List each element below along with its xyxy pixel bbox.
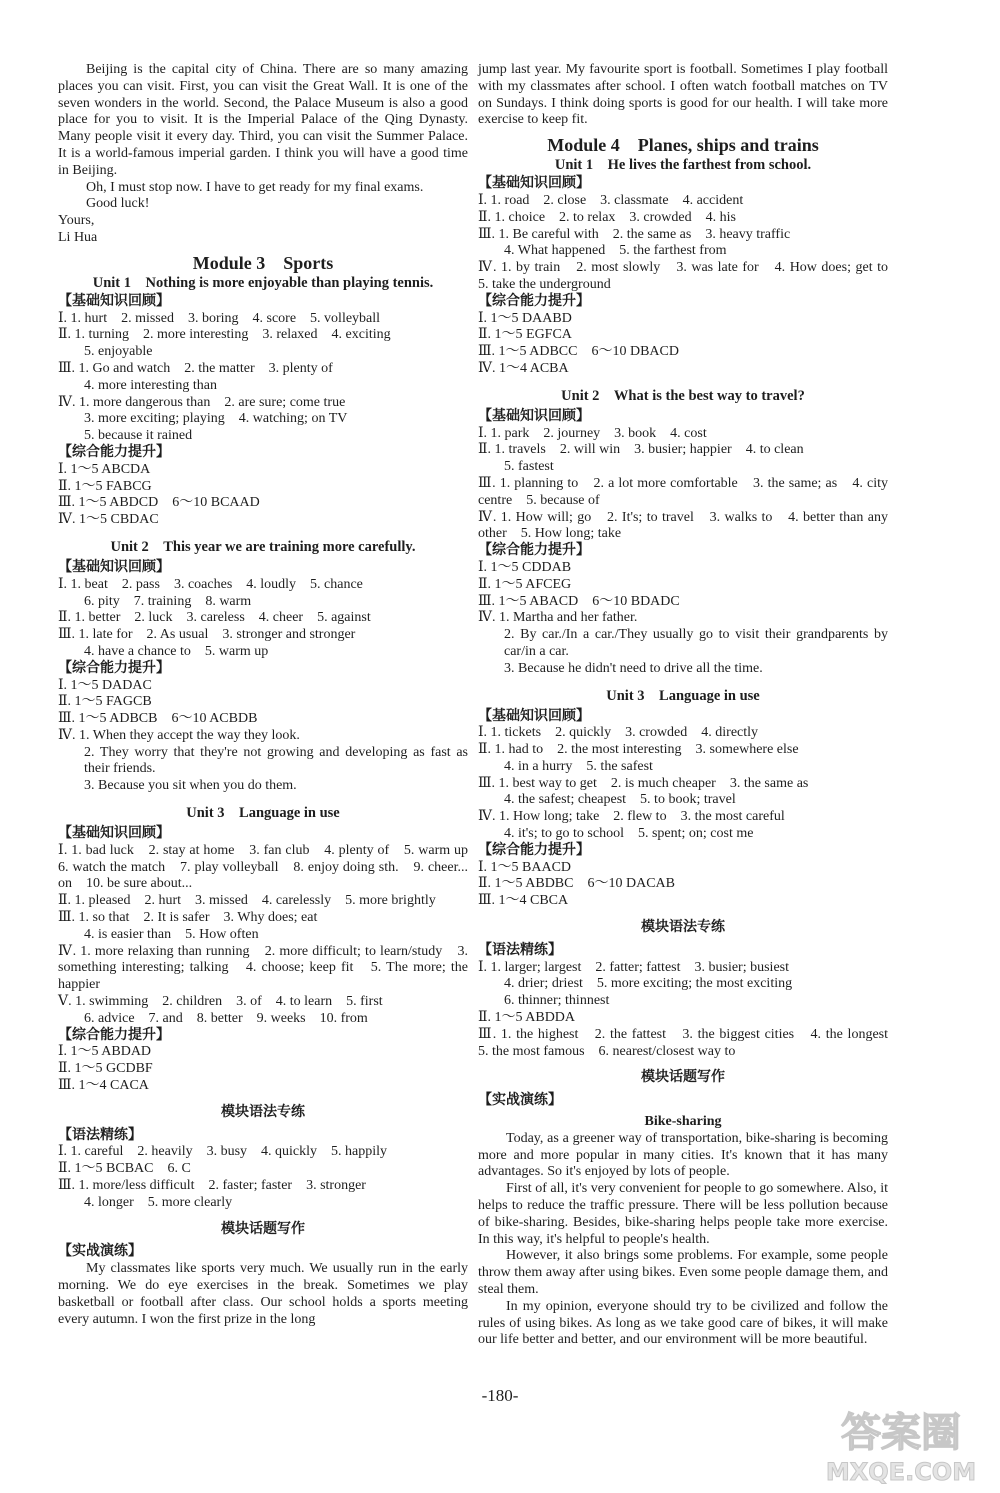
module-3-title: Module 3 Sports — [192, 252, 334, 273]
answer-line: Ⅳ. 1. more dangerous than 2. are sure; come true — [58, 394, 346, 410]
answer-line: 4. the safest; cheapest 5. to book; travel — [504, 792, 736, 808]
answer-line: Ⅰ. 1～5 ABDAD — [58, 1044, 152, 1060]
answer-line: 5. enjoyable — [84, 344, 153, 360]
answer-line: 5. fastest — [504, 459, 554, 475]
unit-title: Unit 2 What is the best way to travel? — [561, 387, 805, 404]
letter-paragraph: Beijing is the capital city of China. There are so many amazing places you can visit. First, you can visit the Great Wall. It is one of the seven wonders in the world. Second, the Palace Museum is also a good place for you to visit. It is the Imperial Palace of the Qing Dynasty. Many people visit it every day. Third, you can visit the Summer Palace. It is a world-famous imperial garden. I think you will have a good time in Beijing. — [58, 62, 468, 178]
answer-line: Ⅰ. 1. beat 2. pass 3. coaches 4. loudly 5. chance — [58, 576, 363, 592]
answer-line: Ⅳ. 1. more relaxing than running 2. more difficult; to learn/study 3. something interesting; talking 4. choose; keep fit 5. The more; the happier — [58, 943, 468, 993]
essay-continuation: jump last year. My favourite sport is football. Sometimes I play football with my classmates after school. I often watch football matches on TV on Sundays. I think doing sports is good for our health. I will take more exercise to keep fit. — [478, 62, 888, 128]
essay-paragraph: First of all, it's very convenient for people to go somewhere. Also, it helps to reduce the traffic pressure. There will be less pollution because of bike-sharing. Besides, bike-sharing helps people take more exercise. In this way, it's helpful to people's health. — [478, 1181, 888, 1247]
answer-line: Ⅳ. 1～4 ACBA — [478, 360, 569, 376]
answer-line: 4. What happened 5. the farthest from — [504, 243, 727, 259]
answer-line: Ⅰ. 1. road 2. close 3. classmate 4. accident — [478, 192, 744, 208]
answer-line: Ⅴ. 1. swimming 2. children 3. of 4. to learn 5. first — [58, 994, 383, 1010]
section-heading: 【基础知识回顾】 — [478, 408, 590, 424]
answer-line: Ⅱ. 1～5 BCBAC 6. C — [58, 1161, 191, 1177]
answer-line: 4. in a hurry 5. the safest — [504, 758, 653, 774]
grammar-practice-title: 模块语法专练 — [641, 920, 725, 936]
answer-line: 4. drier; driest 5. more exciting; the most exciting — [504, 976, 793, 992]
answer-line: 5. because it rained — [84, 428, 193, 444]
answer-line: 6. pity 7. training 8. warm — [84, 593, 252, 609]
answer-line: Ⅳ. 1. Martha and her father. — [478, 610, 638, 626]
essay-paragraph: My classmates like sports very much. We usually run in the early morning. We do eye exercises in the break. Sometimes we play basketball or football after class. Our school holds a sports meeting every autumn. I won the first prize in the long — [58, 1261, 468, 1327]
answer-line: 3. Because you sit when you do them. — [84, 778, 297, 794]
answer-line: Ⅲ. 1～5 ABDCD 6～10 BCAAD — [58, 495, 260, 511]
answer-line: 4. it's; to go to school 5. spent; on; cost me — [504, 826, 754, 842]
answer-line: Ⅱ. 1～5 ABDDA — [478, 1010, 576, 1026]
letter-sign-off: Yours, — [58, 213, 95, 229]
section-heading: 【语法精练】 — [478, 942, 562, 958]
answer-line: Ⅰ. 1～5 DAABD — [478, 310, 572, 326]
answer-line: 2. By car./In a car./They usually go to visit their grandparents by car/in a car. — [504, 627, 888, 659]
essay-title: Bike-sharing — [644, 1114, 722, 1130]
answer-line: Ⅲ. 1. planning to 2. a lot more comfortable 3. the same; as 4. city centre 5. because of — [478, 475, 888, 508]
answer-line: Ⅰ. 1～5 CDDAB — [478, 559, 572, 575]
section-heading: 【综合能力提升】 — [58, 660, 170, 676]
answer-line: Ⅲ. 1. the highest 2. the fattest 3. the biggest cities 4. the longest 5. the most famous 6. nearest/closest way to — [478, 1026, 902, 1059]
section-heading: 【综合能力提升】 — [58, 444, 170, 460]
answer-line: Ⅱ. 1. pleased 2. hurt 3. missed 4. carelessly 5. more brightly — [58, 893, 436, 909]
answer-line: Ⅳ. 1. by train 2. most slowly 3. was late for 4. How does; get to 5. take the underground — [478, 260, 902, 292]
answer-line: 6. thinner; thinnest — [504, 993, 610, 1009]
answer-line: Ⅱ. 1～5 EGFCA — [478, 327, 572, 343]
answer-line: Ⅱ. 1. travels 2. will win 3. busier; happier 4. to clean — [478, 442, 804, 458]
unit-title: Unit 3 Language in use — [606, 687, 760, 704]
answer-line: Ⅲ. 1. best way to get 2. is much cheaper 3. the same as — [478, 775, 809, 791]
answer-line: Ⅰ. 1～5 BAACD — [478, 859, 572, 875]
section-heading: 【基础知识回顾】 — [58, 559, 170, 575]
answer-line: 4. longer 5. more clearly — [84, 1194, 233, 1210]
answer-line: Ⅲ. 1. Be careful with 2. the same as 3. heavy traffic — [478, 226, 791, 242]
answer-line: Ⅳ. 1. How will; go 2. It's; to travel 3. walks to 4. better than any other 5. How long; take — [478, 509, 888, 542]
section-heading: 【基础知识回顾】 — [478, 176, 590, 192]
answer-line: 3. more exciting; playing 4. watching; on TV — [84, 411, 348, 427]
answer-line: Ⅳ. 1. When they accept the way they look. — [58, 727, 300, 743]
answer-line: Ⅱ. 1. turning 2. more interesting 3. relaxed 4. exciting — [58, 327, 391, 343]
answer-line: Ⅱ. 1～5 FABCG — [58, 478, 152, 494]
answer-line: Ⅰ. 1. tickets 2. quickly 3. crowded 4. directly — [478, 725, 759, 741]
section-heading: 【综合能力提升】 — [58, 1027, 170, 1043]
essay-paragraph: However, it also brings some problems. For example, some people throw them away after using bikes. Even some people damage them, and steal them. — [478, 1248, 888, 1297]
answer-line: Ⅰ. 1～5 ABCDA — [58, 461, 151, 477]
letter-paragraph: Good luck! — [86, 196, 150, 212]
essay-paragraph: In my opinion, everyone should try to be civilized and follow the rules of using bikes. As long as we take good care of bikes, it will make our life better and better, and our environment will be more beautiful. — [478, 1298, 888, 1348]
grammar-practice-title: 模块语法专练 — [221, 1104, 305, 1120]
unit-title: Unit 2 This year we are training more carefully. — [110, 538, 416, 555]
section-heading: 【基础知识回顾】 — [58, 826, 170, 842]
right-column — [478, 62, 902, 1349]
unit-title: Unit 1 He lives the farthest from school. — [554, 157, 812, 174]
answer-line: Ⅳ. 1. How long; take 2. flew to 3. the most careful — [478, 809, 785, 825]
answer-line: Ⅱ. 1. had to 2. the most interesting 3. somewhere else — [478, 742, 799, 758]
answer-line: 3. Because he didn't need to drive all the time. — [504, 660, 763, 676]
section-heading: 【综合能力提升】 — [478, 293, 590, 309]
answer-line: Ⅲ. 1～5 ABACD 6～10 BDADC — [478, 593, 680, 609]
answer-line: Ⅲ. 1～4 CBCA — [478, 893, 569, 909]
answer-line: Ⅱ. 1～5 ABDBC 6～10 DACAB — [478, 876, 675, 892]
answer-line: Ⅰ. 1. careful 2. heavily 3. busy 4. quickly 5. happily — [58, 1144, 388, 1160]
left-column — [58, 62, 482, 1328]
answer-line: Ⅲ. 1～5 ADBCC 6～10 DBACD — [478, 344, 679, 360]
essay-paragraph: Today, as a greener way of transportation, bike-sharing is becoming more and more popular in many cities. It's known that it has many advantages. So it's enjoyed by lots of people. — [478, 1130, 888, 1180]
answer-line: Ⅲ. 1～5 ADBCB 6～10 ACBDB — [58, 711, 258, 727]
watermark-logo — [812, 1402, 990, 1486]
answer-line: Ⅲ. 1～4 CACA — [58, 1078, 149, 1094]
answer-line: Ⅲ. 1. Go and watch 2. the matter 3. plenty of — [58, 360, 333, 376]
section-heading: 【基础知识回顾】 — [478, 708, 590, 724]
answer-line: 2. They worry that they're not growing and developing as fast as their friends. — [84, 744, 468, 777]
answer-line: Ⅰ. 1. park 2. journey 3. book 4. cost — [478, 425, 707, 441]
answer-line: Ⅲ. 1. more/less difficult 2. faster; faster 3. stronger — [58, 1178, 366, 1194]
answer-line: 6. advice 7. and 8. better 9. weeks 10. from — [84, 1010, 368, 1026]
answer-line: Ⅳ. 1～5 CBDAC — [58, 512, 159, 528]
section-heading: 【实战演练】 — [478, 1093, 562, 1109]
letter-paragraph: Oh, I must stop now. I have to get ready for my final exams. — [86, 179, 424, 195]
section-heading: 【综合能力提升】 — [478, 543, 590, 559]
section-heading: 【语法精练】 — [58, 1127, 142, 1143]
section-heading: 【基础知识回顾】 — [58, 293, 170, 309]
answer-line: Ⅱ. 1. better 2. luck 3. careless 4. cheer 5. against — [58, 610, 371, 626]
answer-line: Ⅰ. 1. larger; largest 2. fatter; fattest 3. busier; busiest — [478, 959, 789, 975]
answer-line: Ⅱ. 1. choice 2. to relax 3. crowded 4. his — [478, 209, 736, 225]
answer-line: 4. have a chance to 5. warm up — [84, 643, 269, 659]
topic-writing-title: 模块话题写作 — [221, 1221, 305, 1237]
svg-text:答案圈: 答案圈 — [841, 1410, 961, 1456]
answer-line: Ⅱ. 1～5 FAGCB — [58, 694, 152, 710]
answer-line: Ⅲ. 1. so that 2. It is safer 3. Why does; eat — [58, 910, 318, 926]
unit-title: Unit 1 Nothing is more enjoyable than playing tennis. — [92, 274, 434, 291]
answer-line: 4. more interesting than — [84, 377, 217, 393]
answer-line: Ⅰ. 1. hurt 2. missed 3. boring 4. score 5. volleyball — [58, 310, 381, 326]
answer-line: Ⅱ. 1～5 AFCEG — [478, 576, 572, 592]
letter-signature: Li Hua — [58, 229, 98, 245]
answer-line: Ⅰ. 1. bad luck 2. stay at home 3. fan club 4. plenty of 5. warm up 6. watch the match 7. play volleyball 8. enjoy doing sth. 9. cheer... on 10. be sure about... — [58, 842, 482, 892]
topic-writing-title: 模块话题写作 — [641, 1070, 725, 1086]
answer-line: Ⅲ. 1. late for 2. As usual 3. stronger and stronger — [58, 627, 356, 643]
section-heading: 【综合能力提升】 — [478, 842, 590, 858]
answer-line: Ⅰ. 1～5 DADAC — [58, 677, 152, 693]
answer-line: 4. is easier than 5. How often — [84, 926, 259, 942]
page-number: -180- — [481, 1386, 519, 1405]
svg-text:MXQE.COM: MXQE.COM — [825, 1458, 977, 1486]
module-4-title: Module 4 Planes, ships and trains — [547, 135, 819, 156]
unit-title: Unit 3 Language in use — [186, 805, 340, 822]
answer-line: Ⅱ. 1～5 GCDBF — [58, 1061, 153, 1077]
section-heading: 【实战演练】 — [58, 1244, 142, 1260]
